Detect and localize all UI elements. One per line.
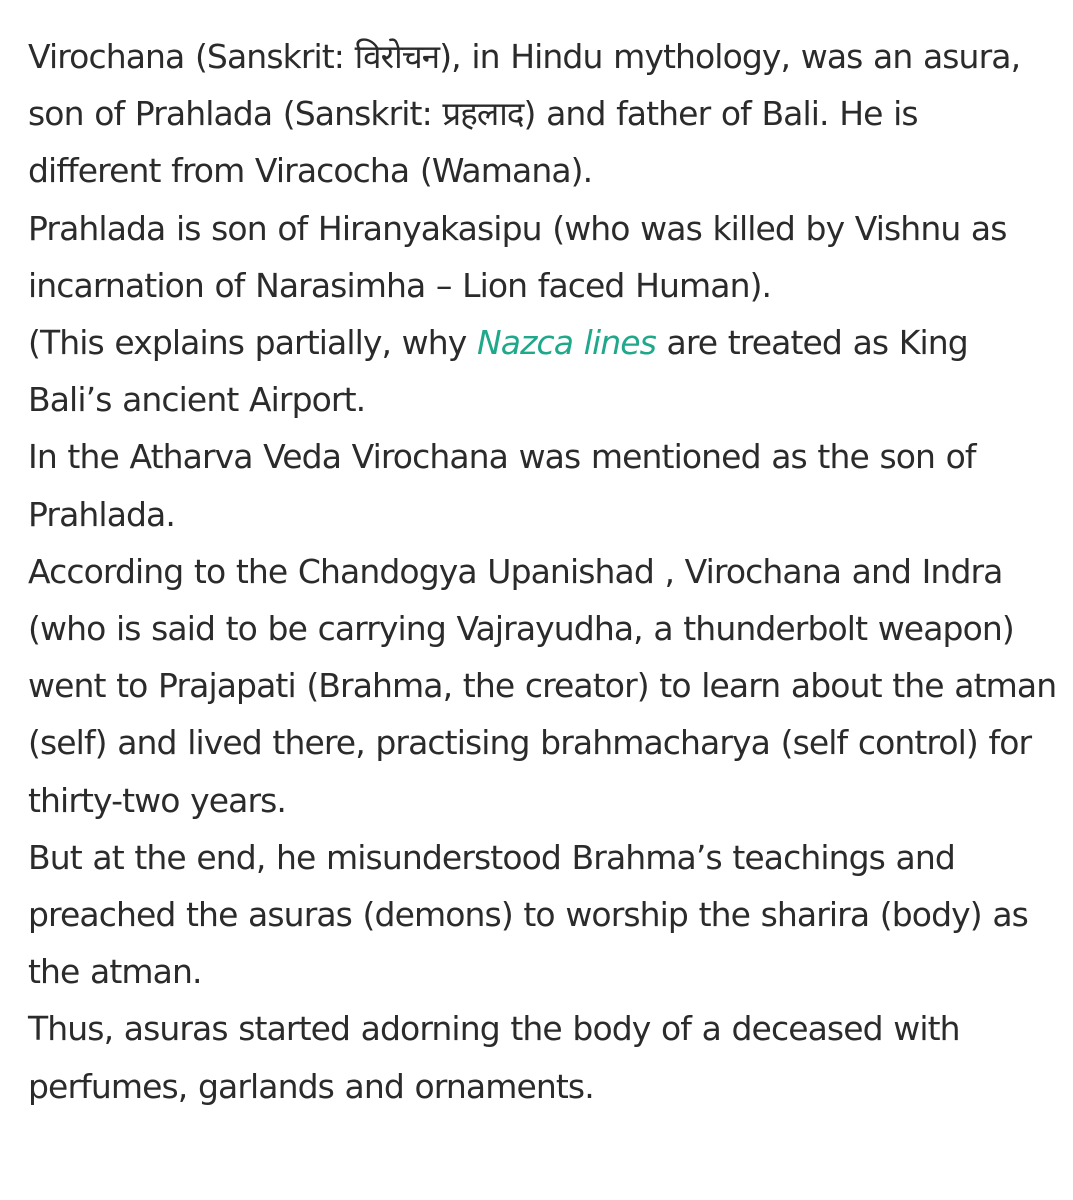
paragraph-chandogya-upanishad: According to the Chandogya Upanishad , Virochana and Indra (who is said to be carrying Vajrayudha, a thunderbolt weapon) went to Prajapati (Brahma, the creator) to learn about the atman (self) and lived there, practising brahmacharya (self control) for thirty-two years. <box>28 551 1057 820</box>
article-body <box>28 28 1058 1115</box>
paragraph-nazca-lines <box>28 314 1058 428</box>
paragraph-virochana-intro: Virochana (Sanskrit: विरोचन), in Hindu mythology, was an asura, son of Prahlada (Sanskrit: प्रहलाद) and father of Bali. He is different from Viracocha (Wamana). <box>28 37 1021 191</box>
nazca-text-before: (This explains partially, why <box>28 323 477 363</box>
nazca-lines-link[interactable]: Nazca lines <box>477 323 656 363</box>
paragraph-atharva-veda: In the Atharva Veda Virochana was mentioned as the son of Prahlada. <box>28 437 976 534</box>
paragraph-adorning-body: Thus, asuras started adorning the body of a deceased with perfumes, garlands and ornaments. <box>28 1009 960 1106</box>
nazca-text-after: are treated as King Bali’s ancient Airport. <box>28 323 968 420</box>
paragraph-prahlada-parentage: Prahlada is son of Hiranyakasipu (who was killed by Vishnu as incarnation of Narasimha – Lion faced Human). <box>28 208 1007 305</box>
paragraph-misunderstood-teachings: But at the end, he misunderstood Brahma’s teachings and preached the asuras (demons) to worship the sharira (body) as the atman. <box>28 837 1028 992</box>
